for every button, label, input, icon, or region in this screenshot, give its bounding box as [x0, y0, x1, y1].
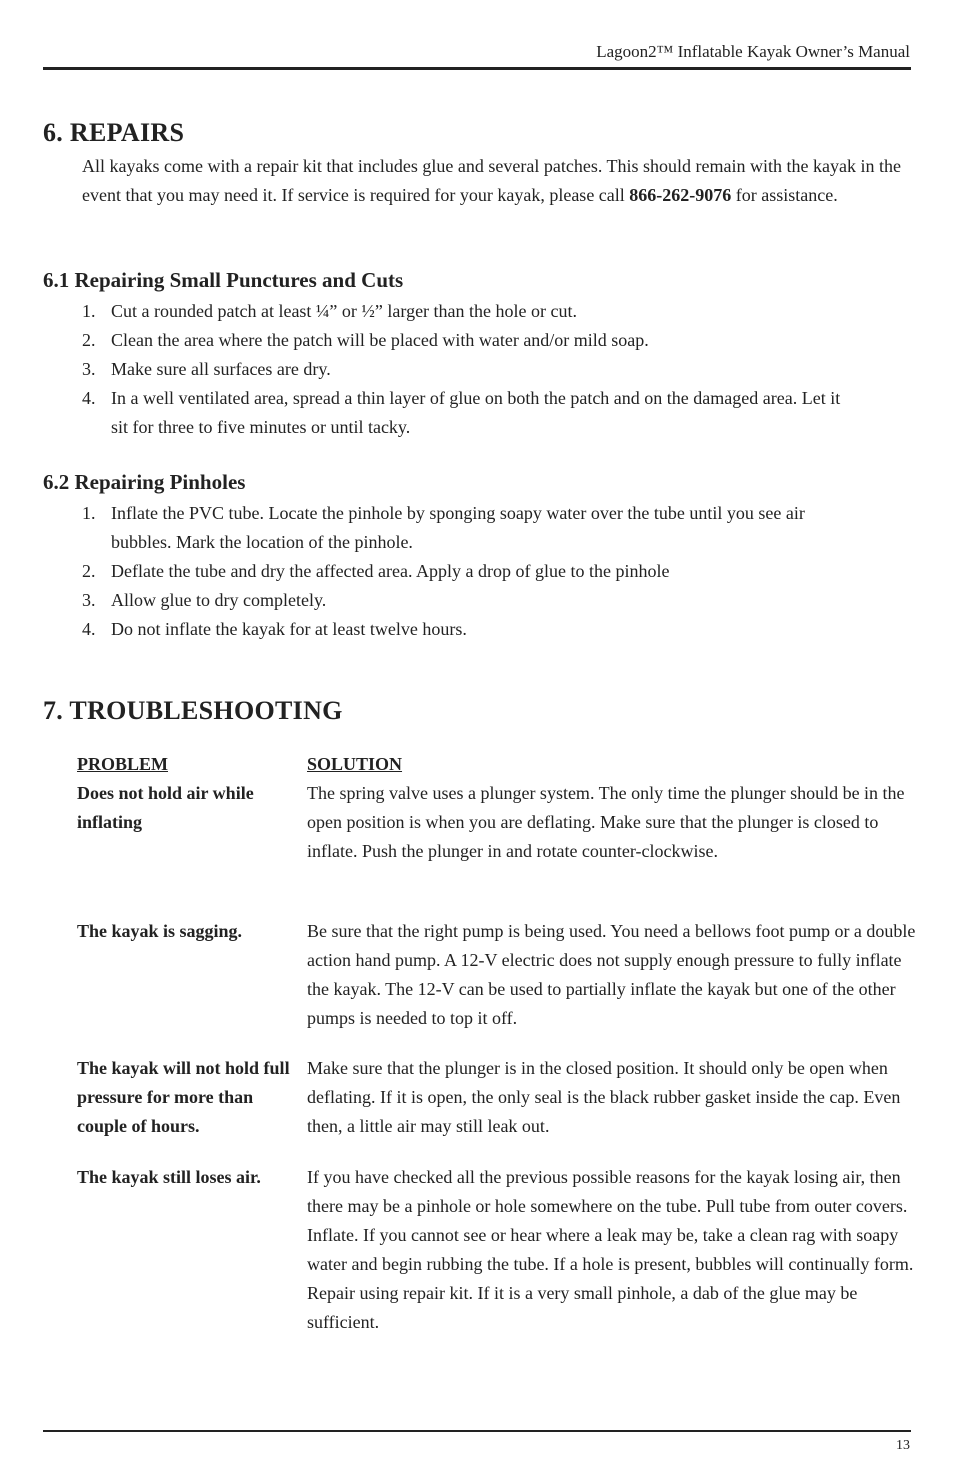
- troubleshooting-row: [77, 779, 917, 866]
- section-heading-troubleshooting: 7. TROUBLESHOOTING: [43, 696, 343, 725]
- footer-rule: [43, 1430, 911, 1432]
- subheading-pinholes: 6.2 Repairing Pinholes: [43, 470, 246, 494]
- problem-column-header: PROBLEM: [77, 754, 169, 774]
- item-text: Deflate the tube and dry the affected area. Apply a drop of glue to the pinhole: [111, 561, 670, 581]
- header-rule: [43, 67, 911, 70]
- intro-text-end: for assistance.: [731, 185, 838, 205]
- solution-cell: If you have checked all the previous possible reasons for the kayak losing air, then there may be a pinhole or hole somewhere on the tube. Pull tube from outer covers. Inflate. If you cannot see or hear where a leak may be, take a clean rag with soapy water and begin rubbing the tube. If a hole is present, bubbles will continually form. Repair using repair kit. If it is a very small pinhole, a dab of the glue may be sufficient.: [307, 1167, 914, 1332]
- list-item: [82, 615, 842, 644]
- item-number: 1.: [82, 301, 96, 321]
- item-text: Do not inflate the kayak for at least twelve hours.: [111, 619, 467, 639]
- pinholes-steps: [82, 499, 842, 644]
- item-text: Inflate the PVC tube. Locate the pinhole by sponging soapy water over the tube until you see air bubbles. Mark the location of the pinhole.: [111, 503, 805, 552]
- list-item: [82, 297, 842, 326]
- list-item: [82, 355, 842, 384]
- list-item: [82, 384, 842, 442]
- intro-text: All kayaks come with a repair kit that includes glue and several patches. This should remain with the kayak in the event that you may need it. If service is required for your kayak, please call: [82, 156, 901, 205]
- subheading-punctures: 6.1 Repairing Small Punctures and Cuts: [43, 268, 404, 292]
- section-heading-repairs: 6. REPAIRS: [43, 118, 185, 147]
- item-text: Clean the area where the patch will be placed with water and/or mild soap.: [111, 330, 649, 350]
- item-text: Make sure all surfaces are dry.: [111, 359, 331, 379]
- solution-cell: Be sure that the right pump is being used. You need a bellows foot pump or a double action hand pump. A 12-V electric does not supply enough pressure to fully inflate the kayak. The 12-V can be used to partially inflate the kayak but one of the other pumps is needed to top it off.: [307, 921, 916, 1028]
- troubleshooting-row: [77, 917, 917, 1033]
- item-number: 3.: [82, 359, 96, 379]
- list-item: [82, 557, 842, 586]
- item-number: 4.: [82, 619, 96, 639]
- repairs-intro: [82, 152, 914, 210]
- solution-cell: The spring valve uses a plunger system. The only time the plunger should be in the open position is when you are deflating. Make sure that the plunger is closed to inflate. Push the plunger in and rotate counter-clockwise.: [307, 783, 905, 861]
- item-number: 3.: [82, 590, 96, 610]
- item-number: 2.: [82, 561, 96, 581]
- page-number: 13: [896, 1438, 910, 1453]
- item-text: In a well ventilated area, spread a thin layer of glue on both the patch and on the damaged area. Let it sit for three to five minutes or until tacky.: [111, 388, 841, 437]
- troubleshooting-row: [77, 1054, 917, 1141]
- problem-cell: The kayak will not hold full pressure for more than couple of hours.: [77, 1058, 290, 1136]
- running-header: Lagoon2™ Inflatable Kayak Owner’s Manual: [596, 42, 910, 61]
- item-number: 4.: [82, 388, 96, 408]
- troubleshooting-row: [77, 1163, 917, 1337]
- problem-cell: The kayak is sagging.: [77, 921, 243, 941]
- item-text: Allow glue to dry completely.: [111, 590, 327, 610]
- item-text: Cut a rounded patch at least ¼” or ½” larger than the hole or cut.: [111, 301, 578, 321]
- list-item: [82, 326, 842, 355]
- solution-cell: Make sure that the plunger is in the closed position. It should only be open when deflating. If it is open, the only seal is the black rubber gasket inside the cap. Even then, a little air may still leak out.: [307, 1058, 901, 1136]
- troubleshooting-header-row: [77, 750, 917, 779]
- item-number: 1.: [82, 503, 96, 523]
- list-item: [82, 586, 842, 615]
- punctures-steps: [82, 297, 842, 442]
- problem-cell: The kayak still loses air.: [77, 1167, 261, 1187]
- solution-column-header: SOLUTION: [307, 754, 403, 774]
- list-item: [82, 499, 842, 557]
- item-number: 2.: [82, 330, 96, 350]
- problem-cell: Does not hold air while inflating: [77, 783, 254, 832]
- phone-number: 866-262-9076: [629, 185, 732, 205]
